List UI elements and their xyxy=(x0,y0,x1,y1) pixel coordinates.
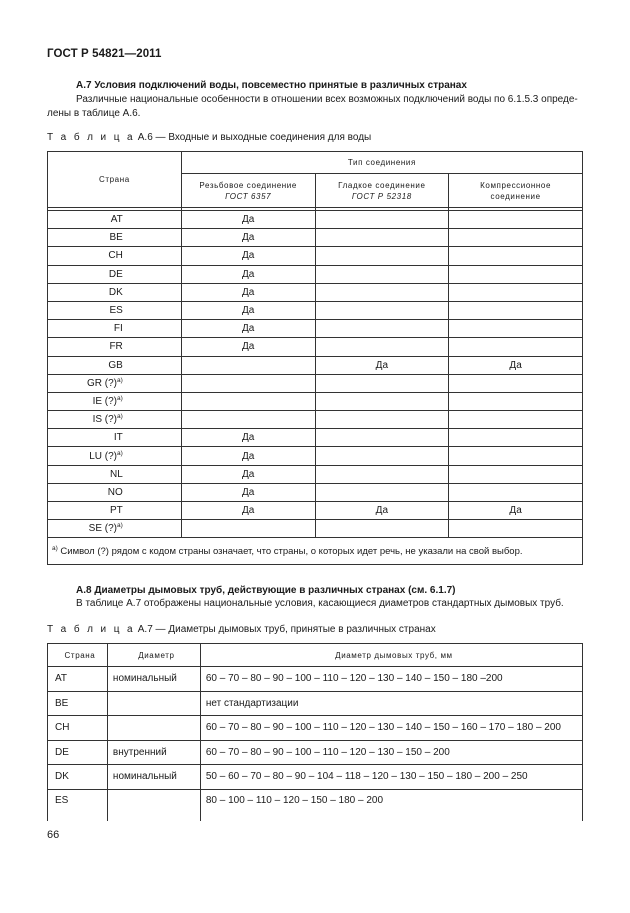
table-row xyxy=(48,356,583,374)
country-cell xyxy=(48,265,182,283)
table-a6 xyxy=(47,151,583,565)
connection-cell xyxy=(315,429,449,447)
table-row xyxy=(48,465,583,483)
country-code: LU (?) xyxy=(89,450,118,462)
connection-cell: Да xyxy=(315,502,449,520)
country-cell xyxy=(48,502,182,520)
smooth-line1: Гладкое соединение xyxy=(338,180,426,190)
country-code: SE (?) xyxy=(88,523,118,535)
country-cell xyxy=(48,447,182,465)
country-cell: DE xyxy=(48,740,108,765)
connection-cell: Да xyxy=(181,211,315,229)
country-code: BE xyxy=(109,232,123,244)
connection-cell xyxy=(315,338,449,356)
connection-cell: Да xyxy=(181,229,315,247)
connection-cell xyxy=(449,320,583,338)
threaded-line1: Резьбовое соединение xyxy=(199,180,297,190)
diameter-cell xyxy=(107,691,200,716)
connection-cell: Да xyxy=(181,483,315,501)
connection-cell xyxy=(449,465,583,483)
connection-cell: Да xyxy=(181,338,315,356)
table-row xyxy=(48,691,583,716)
table-a6-caption-text: А.6 — Входные и выходные соединения для воды xyxy=(137,132,372,143)
country-cell xyxy=(48,320,182,338)
connection-cell: Да xyxy=(181,247,315,265)
connection-cell xyxy=(449,429,583,447)
connection-cell xyxy=(315,320,449,338)
connection-cell: Да xyxy=(181,265,315,283)
table-a6-caption xyxy=(47,132,371,143)
table-a6-header-smooth xyxy=(315,174,449,208)
connection-cell: Да xyxy=(181,301,315,319)
diameter-cell xyxy=(107,716,200,741)
table-a7-header-diameter: Диаметр xyxy=(107,644,200,667)
connection-cell xyxy=(315,265,449,283)
table-a6-header-country: Страна xyxy=(48,152,182,208)
table-row xyxy=(48,229,583,247)
table-row xyxy=(48,667,583,692)
compression-line2: соединение xyxy=(490,191,541,201)
country-code: DK xyxy=(108,286,123,298)
table-row xyxy=(48,411,583,429)
country-cell xyxy=(48,392,182,410)
country-cell xyxy=(48,520,182,538)
values-cell: 50 – 60 – 70 – 80 – 90 – 104 – 118 – 120 – 130 – 150 – 180 – 200 – 250 xyxy=(200,765,582,790)
table-row xyxy=(48,265,583,283)
table-a6-header-group: Тип соединения xyxy=(181,152,582,174)
values-cell: 60 – 70 – 80 – 90 – 100 – 110 – 120 – 130 – 150 – 200 xyxy=(200,740,582,765)
table-row xyxy=(48,429,583,447)
connection-cell xyxy=(315,520,449,538)
section-a8-text: В таблице А.7 отображены национальные условия, касающиеся диаметров стандартных дымовых труб. xyxy=(76,598,564,609)
country-cell xyxy=(48,483,182,501)
footnote-ref: а) xyxy=(117,394,123,402)
table-a7-caption-prefix: Т а б л и ц а xyxy=(47,624,135,635)
compression-line1: Компрессионное xyxy=(480,180,552,190)
table-row xyxy=(48,765,583,790)
connection-cell xyxy=(315,483,449,501)
connection-cell xyxy=(449,247,583,265)
country-cell xyxy=(48,211,182,229)
connection-cell xyxy=(181,411,315,429)
table-row xyxy=(48,740,583,765)
connection-cell xyxy=(449,411,583,429)
connection-cell xyxy=(449,392,583,410)
table-row xyxy=(48,520,583,538)
connection-cell xyxy=(449,520,583,538)
section-a7-text-line2: лены в таблице А.6. xyxy=(47,108,141,119)
country-code: NL xyxy=(110,468,123,480)
connection-cell xyxy=(181,520,315,538)
country-code: NO xyxy=(107,486,123,498)
country-cell xyxy=(48,411,182,429)
country-code: IS (?) xyxy=(92,414,118,426)
diameter-cell: внутренний xyxy=(107,740,200,765)
table-a6-caption-prefix: Т а б л и ц а xyxy=(47,132,135,143)
connection-cell xyxy=(315,447,449,465)
section-a8-heading: А.8 Диаметры дымовых труб, действующие в различных странах (см. 6.1.7) xyxy=(76,585,456,596)
connection-cell xyxy=(315,301,449,319)
table-row xyxy=(48,320,583,338)
connection-cell xyxy=(449,265,583,283)
connection-cell xyxy=(315,283,449,301)
connection-cell xyxy=(449,447,583,465)
country-code: PT xyxy=(110,505,123,517)
threaded-line2: ГОСТ 6357 xyxy=(225,191,272,201)
table-a7-header-country: Страна xyxy=(48,644,108,667)
country-code: FI xyxy=(113,323,123,335)
section-a7-text-line1: Различные национальные особенности в отношении всех возможных подключений воды по 6.1.5.3 опреде- xyxy=(76,94,578,105)
connection-cell: Да xyxy=(315,356,449,374)
table-row xyxy=(48,447,583,465)
connection-cell xyxy=(449,211,583,229)
country-cell xyxy=(48,301,182,319)
country-code: IT xyxy=(113,432,123,444)
country-code: IE (?) xyxy=(92,395,118,407)
diameter-cell xyxy=(107,789,200,821)
connection-cell xyxy=(449,483,583,501)
country-cell: CH xyxy=(48,716,108,741)
table-a7-header-values: Диаметр дымовых труб, мм xyxy=(200,644,582,667)
diameter-cell: номинальный xyxy=(107,765,200,790)
connection-cell: Да xyxy=(449,356,583,374)
connection-cell: Да xyxy=(181,502,315,520)
table-a7 xyxy=(47,643,583,821)
country-code: ES xyxy=(109,305,123,317)
table-a6-header-threaded xyxy=(181,174,315,208)
footnote-ref: а) xyxy=(117,449,123,457)
connection-cell xyxy=(449,338,583,356)
table-row xyxy=(48,374,583,392)
country-cell: BE xyxy=(48,691,108,716)
values-cell: 60 – 70 – 80 – 90 – 100 – 110 – 120 – 130 – 140 – 150 – 160 – 170 – 180 – 200 xyxy=(200,716,582,741)
country-cell: DK xyxy=(48,765,108,790)
country-cell xyxy=(48,465,182,483)
connection-cell xyxy=(181,392,315,410)
connection-cell xyxy=(449,283,583,301)
footnote-ref: а) xyxy=(117,522,123,530)
connection-cell xyxy=(449,229,583,247)
connection-cell: Да xyxy=(181,283,315,301)
values-cell: 80 – 100 – 110 – 120 – 150 – 180 – 200 xyxy=(200,789,582,821)
connection-cell: Да xyxy=(449,502,583,520)
connection-cell: Да xyxy=(181,465,315,483)
connection-cell xyxy=(315,247,449,265)
table-row xyxy=(48,502,583,520)
connection-cell: Да xyxy=(181,429,315,447)
table-a6-footnote xyxy=(48,538,583,565)
country-cell xyxy=(48,247,182,265)
connection-cell xyxy=(181,374,315,392)
table-row xyxy=(48,211,583,229)
connection-cell xyxy=(315,374,449,392)
country-cell xyxy=(48,229,182,247)
values-cell: 60 – 70 – 80 – 90 – 100 – 110 – 120 – 130 – 140 – 150 – 180 –200 xyxy=(200,667,582,692)
country-cell xyxy=(48,356,182,374)
section-a7-text xyxy=(47,93,582,121)
values-cell: нет стандартизации xyxy=(200,691,582,716)
table-row xyxy=(48,483,583,501)
footnote-ref: а) xyxy=(117,413,123,421)
connection-cell: Да xyxy=(181,320,315,338)
table-a6-header-compression xyxy=(449,174,583,208)
country-code: DE xyxy=(108,268,123,280)
page-number: 66 xyxy=(47,829,60,841)
country-code: FR xyxy=(109,341,123,353)
connection-cell xyxy=(181,356,315,374)
smooth-line2: ГОСТ Р 52318 xyxy=(351,191,412,201)
table-row xyxy=(48,247,583,265)
document-header: ГОСТ Р 54821—2011 xyxy=(47,48,162,60)
country-code: GR (?) xyxy=(87,377,118,389)
footnote-ref: а) xyxy=(117,376,123,384)
country-cell: AT xyxy=(48,667,108,692)
connection-cell xyxy=(315,465,449,483)
connection-cell xyxy=(449,374,583,392)
table-row xyxy=(48,392,583,410)
country-cell xyxy=(48,374,182,392)
footnote-mark: а) xyxy=(52,544,58,552)
table-a7-caption-text: А.7 — Диаметры дымовых труб, принятые в различных странах xyxy=(137,624,436,635)
table-row xyxy=(48,283,583,301)
country-cell xyxy=(48,338,182,356)
table-row xyxy=(48,338,583,356)
table-row xyxy=(48,301,583,319)
table-row xyxy=(48,716,583,741)
connection-cell: Да xyxy=(181,447,315,465)
country-cell: ES xyxy=(48,789,108,821)
connection-cell xyxy=(315,392,449,410)
country-cell xyxy=(48,283,182,301)
table-row xyxy=(48,789,583,821)
section-a7-heading: А.7 Условия подключений воды, повсеместно принятые в различных странах xyxy=(76,80,467,91)
diameter-cell: номинальный xyxy=(107,667,200,692)
connection-cell xyxy=(315,229,449,247)
country-cell xyxy=(48,429,182,447)
country-code: GB xyxy=(108,359,123,371)
country-code: AT xyxy=(110,214,123,226)
country-code: CH xyxy=(108,250,123,262)
connection-cell xyxy=(315,411,449,429)
connection-cell xyxy=(315,211,449,229)
connection-cell xyxy=(449,301,583,319)
table-a7-caption xyxy=(47,624,436,635)
footnote-text: Символ (?) рядом с кодом страны означает, что страны, о которых идет речь, не указали на свой выбор. xyxy=(57,545,523,557)
